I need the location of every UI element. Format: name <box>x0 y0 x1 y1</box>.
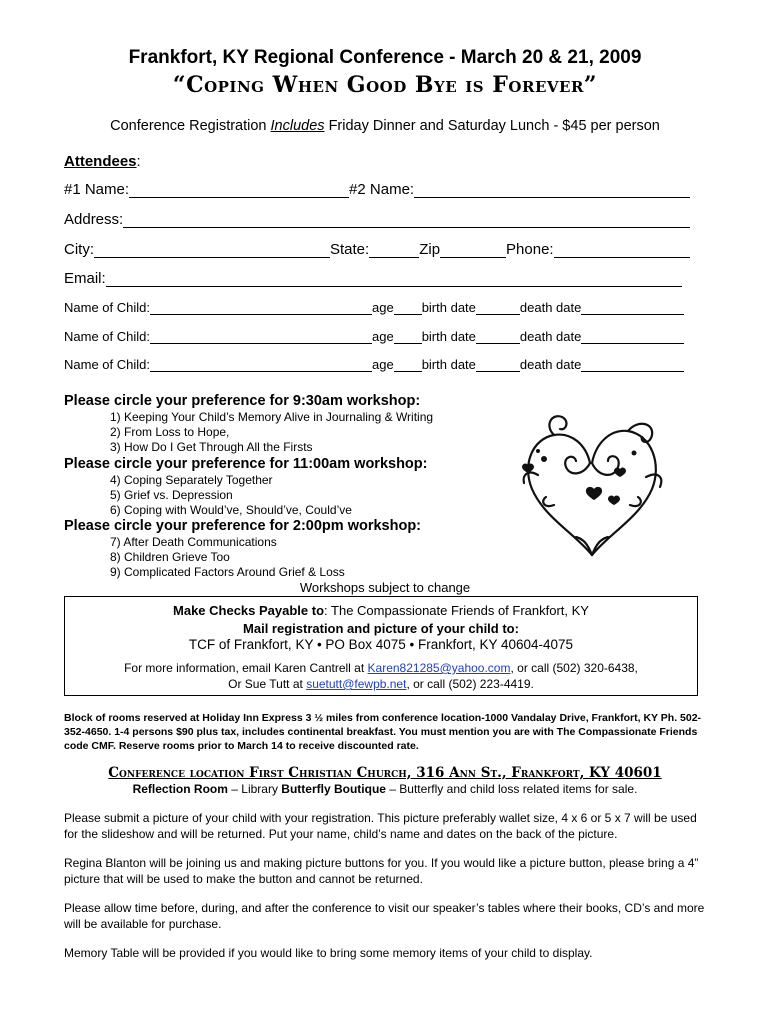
contact-karen <box>65 661 697 675</box>
registration-info <box>0 118 770 134</box>
attendees-colon: : <box>136 153 141 170</box>
workshop-option[interactable]: 2) From Loss to Hope, <box>110 425 230 439</box>
child-death-label: death date <box>519 300 582 315</box>
email-field[interactable] <box>106 272 682 287</box>
page-title: Frankfort, KY Regional Conference - March 20 & 21, 2009 <box>128 47 642 68</box>
registration-suffix: Friday Dinner and Saturday Lunch - $45 per person <box>324 118 660 134</box>
workshop-option[interactable]: 9) Complicated Factors Around Grief & Loss <box>110 565 345 579</box>
registration-includes: Includes <box>270 118 325 134</box>
decorative-heart-icon <box>514 405 669 565</box>
child-age-field[interactable] <box>394 331 422 344</box>
address-row <box>64 211 690 228</box>
city-field[interactable] <box>94 243 330 258</box>
workshops-note: Workshops subject to change <box>299 580 471 595</box>
child-row <box>64 329 684 344</box>
contact-karen-suffix: , or call (502) 320-6438, <box>510 661 638 675</box>
workshop-option[interactable]: 6) Coping with Would’ve, Should’ve, Could’ve <box>110 503 352 517</box>
address-field[interactable] <box>123 213 690 228</box>
child-name-label: Name of Child: <box>64 357 150 372</box>
page-subtitle: “Coping When Good Bye is Forever” <box>172 72 598 98</box>
name1-label: #1 Name: <box>64 181 130 198</box>
payment-info-box <box>64 596 698 696</box>
child-name-label: Name of Child: <box>64 329 150 344</box>
phone-label: Phone: <box>506 241 554 258</box>
child-name-field[interactable] <box>150 302 372 315</box>
workshop-option[interactable]: 7) After Death Communications <box>110 535 277 549</box>
mail-line: Mail registration and picture of your child to: <box>243 621 519 636</box>
child-death-field[interactable] <box>581 302 684 315</box>
sue-email-link[interactable]: suetutt@fewpb.net <box>306 677 407 691</box>
state-field[interactable] <box>369 243 419 258</box>
child-death-field[interactable] <box>581 359 684 372</box>
rooms-line <box>0 782 770 796</box>
child-birth-field[interactable] <box>476 331 520 344</box>
butterfly-boutique-label: Butterfly Boutique <box>281 782 386 796</box>
buttons-paragraph: Regina Blanton will be joining us and making picture buttons for you. If you would like a picture button, please bring a 4” picture that will be used to make the button and cannot be returned. <box>64 856 699 886</box>
child-birth-label: birth date <box>421 329 476 344</box>
name2-field[interactable] <box>414 183 690 198</box>
attendees-heading-text: Attendees <box>64 153 137 170</box>
email-label: Email: <box>64 270 106 287</box>
name2-label: #2 Name: <box>349 181 415 198</box>
workshop-1100-list <box>110 473 352 518</box>
speakers-paragraph: Please allow time before, during, and after the conference to visit our speaker’s tables where their books, CD’s and more will be available for purchase. <box>64 901 705 931</box>
child-birth-label: birth date <box>421 357 476 372</box>
memory-paragraph: Memory Table will be provided if you would like to bring some memory items of your child to display. <box>64 946 593 960</box>
child-birth-field[interactable] <box>476 302 520 315</box>
workshop-200-list <box>110 535 345 580</box>
child-age-label: age <box>371 329 394 344</box>
child-death-label: death date <box>519 357 582 372</box>
child-name-label: Name of Child: <box>64 300 150 315</box>
names-row <box>64 181 690 198</box>
child-row <box>64 357 684 372</box>
hotel-block-info: Block of rooms reserved at Holiday Inn Express 3 ½ miles from conference location-1000 Vandalay Drive, Frankfort, KY Ph. 502-352-4650. 1-4 persons $90 plus tax, includes continental breakfast. You must mention you are with The Compassionate Friends code CMF. Reserve rooms prior to March 14 to receive discounted rate. <box>64 712 702 752</box>
karen-email-link[interactable]: Karen821285@yahoo.com <box>367 661 511 675</box>
child-age-label: age <box>371 357 394 372</box>
child-row <box>64 300 684 315</box>
city-label: City: <box>64 241 94 258</box>
reflection-room-value: – Library <box>227 782 282 796</box>
child-name-field[interactable] <box>150 359 372 372</box>
zip-field[interactable] <box>440 243 506 258</box>
child-birth-field[interactable] <box>476 359 520 372</box>
contact-sue-prefix: Or Sue Tutt at <box>228 677 307 691</box>
workshop-930-list <box>110 410 433 455</box>
reflection-room-label: Reflection Room <box>132 782 228 796</box>
child-death-label: death date <box>519 329 582 344</box>
zip-label: Zip <box>419 241 441 258</box>
contact-sue-suffix: , or call (502) 223-4419. <box>406 677 534 691</box>
workshop-930-heading: Please circle your preference for 9:30am workshop: <box>64 393 421 409</box>
attendees-heading <box>64 153 141 170</box>
child-age-field[interactable] <box>394 302 422 315</box>
checks-line <box>65 603 697 618</box>
butterfly-boutique-value: – Butterfly and child loss related items for sale. <box>385 782 638 796</box>
workshop-200-heading: Please circle your preference for 2:00pm workshop: <box>64 518 421 534</box>
child-age-label: age <box>371 300 394 315</box>
registration-prefix: Conference Registration <box>110 118 271 134</box>
contact-sue <box>65 677 697 691</box>
city-row <box>64 241 690 258</box>
checks-value: : The Compassionate Friends of Frankfort, KY <box>324 603 589 618</box>
email-row <box>64 270 682 287</box>
address-label: Address: <box>64 211 124 228</box>
child-age-field[interactable] <box>394 359 422 372</box>
workshop-option[interactable]: 1) Keeping Your Child’s Memory Alive in Journaling & Writing <box>110 410 434 424</box>
workshop-option[interactable]: 4) Coping Separately Together <box>110 473 273 487</box>
checks-label: Make Checks Payable to <box>173 603 325 618</box>
contact-karen-prefix: For more information, email Karen Cantrell at <box>124 661 368 675</box>
mail-address: TCF of Frankfort, KY • PO Box 4075 • Frankfort, KY 40604-4075 <box>188 637 574 652</box>
name1-field[interactable] <box>129 183 349 198</box>
child-name-field[interactable] <box>150 331 372 344</box>
workshop-1100-heading: Please circle your preference for 11:00am workshop: <box>64 456 428 472</box>
workshop-option[interactable]: 3) How Do I Get Through All the Firsts <box>110 440 313 454</box>
workshop-option[interactable]: 8) Children Grieve Too <box>110 550 230 564</box>
child-death-field[interactable] <box>581 331 684 344</box>
child-birth-label: birth date <box>421 300 476 315</box>
phone-field[interactable] <box>554 243 690 258</box>
state-label: State: <box>330 241 370 258</box>
conference-location: Conference location First Christian Church, 316 Ann St., Frankfort, KY 40601 <box>108 765 662 781</box>
workshop-option[interactable]: 5) Grief vs. Depression <box>110 488 233 502</box>
picture-paragraph: Please submit a picture of your child with your registration. This picture preferably wallet size, 4 x 6 or 5 x 7 will be used for the slideshow and will be returned. Put your name, child’s name and dates on the back of the picture. <box>64 811 697 841</box>
